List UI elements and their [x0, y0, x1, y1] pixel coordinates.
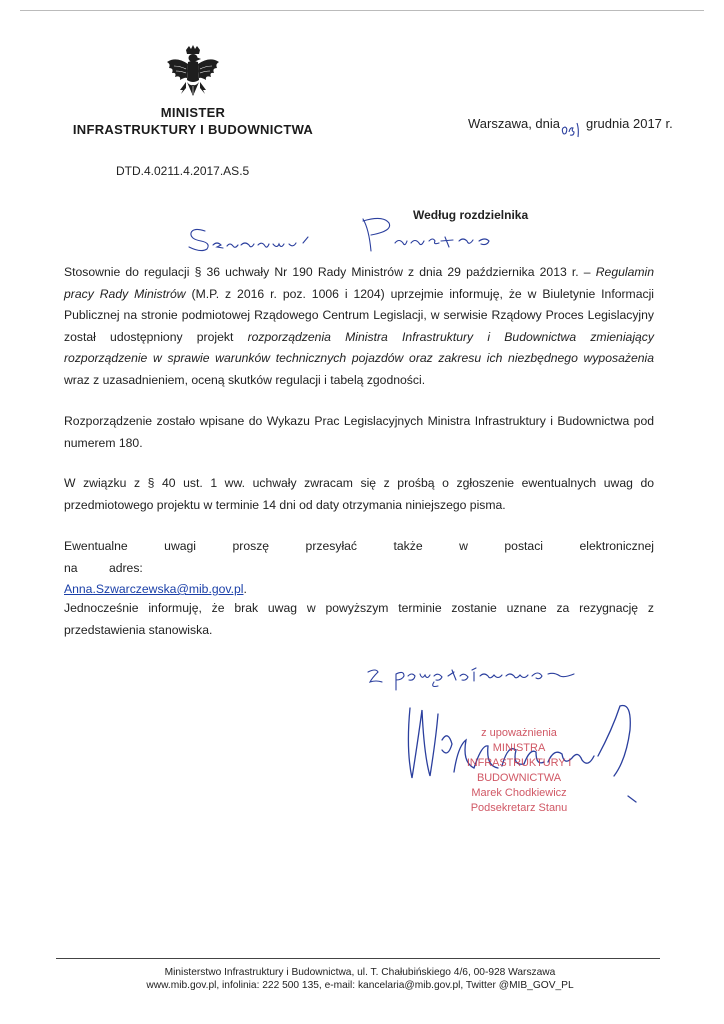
paragraph-1-regulation-title: Regulamin pracy Rady Ministrów: [64, 265, 654, 301]
paragraph-1-part-e: wraz z uzasadnieniem, oceną skutków regulacji i tabelą zgodności.: [64, 372, 426, 387]
email-link[interactable]: Anna.Szwarczewska@mib.gov.pl: [64, 582, 244, 596]
ministry-heading: [48, 104, 338, 138]
top-rule: [20, 10, 704, 11]
paragraph-1: [64, 262, 654, 391]
paragraph-1-draft-title: rozporządzenia Ministra Infrastruktury i Budownictwa zmieniający rozporządzenie w sprawie warunków technicznych pojazdów oraz zakresu ich niezbędnego wyposażenia: [64, 329, 654, 365]
place-date-suffix: grudnia 2017 r.: [586, 116, 673, 131]
stamp-line-ministry: INFRASTRUKTURY I BUDOWNICTWA: [466, 757, 572, 784]
paragraph-1-part-c: (M.P. z 2016 r. poz. 1006 i 1204) uprzejmie informuję, że w Biuletynie Informacji Publicznej na stronie podmiotowej Rządowego Centrum Legislacji, w serwisie Rządowy Proces Legislacyjny został udostępniony projekt: [64, 286, 654, 344]
paragraph-1-part-a: Stosownie do regulacji § 36 uchwały Nr 190 Rady Ministrów z dnia 29 października 2013 r. –: [64, 265, 596, 279]
handwritten-closing: [364, 658, 594, 694]
paragraph-4: [64, 536, 654, 601]
official-stamp: [424, 726, 614, 816]
stamp-line-position: Podsekretarz Stanu: [470, 802, 568, 814]
reference-number: DTD.4.0211.4.2017.AS.5: [116, 164, 250, 178]
footer: [60, 966, 660, 992]
polish-eagle-emblem-icon: [162, 44, 224, 106]
place-date: [468, 116, 673, 131]
ministry-title-line2: INFRASTRUKTURY I BUDOWNICTWA: [72, 122, 314, 137]
footer-address: Ministerstwo Infrastruktury i Budownictwa, ul. T. Chałubińskiego 4/6, 00-928 Warszawa: [164, 967, 556, 978]
footer-rule: [56, 958, 660, 959]
stamp-line-minister: MINISTRA: [492, 742, 546, 754]
stamp-line-authorization: z upoważnienia: [481, 727, 557, 739]
paragraph-4-text: Ewentualne uwagi proszę przesyłać także w postaci elektronicznej na adres:: [64, 539, 654, 575]
stamp-line-name: Marek Chodkiewicz: [471, 787, 567, 799]
paragraph-4-end: .: [243, 582, 247, 596]
place-date-prefix: Warszawa, dnia: [468, 116, 560, 131]
paragraph-3: W związku z § 40 ust. 1 ww. uchwały zwracam się z prośbą o zgłoszenie ewentualnych uwag do przedmiotowego projektu w terminie 14 dni od daty otrzymania niniejszego pisma.: [64, 476, 654, 512]
distribution-line: Według rozdzielnika: [413, 208, 529, 222]
footer-contacts: www.mib.gov.pl, infolinia: 222 500 135, e-mail: kancelaria@mib.gov.pl, Twitter @MIB_GOV_PL: [146, 980, 574, 991]
handwritten-salutation: [183, 213, 523, 259]
ministry-title-line1: MINISTER: [160, 105, 226, 120]
paragraph-5: Jednocześnie informuję, że brak uwag w powyższym terminie zostanie uznane za rezygnację z przedstawienia stanowiska.: [64, 601, 654, 637]
paragraph-2: Rozporządzenie zostało wpisane do Wykazu Prac Legislacyjnych Ministra Infrastruktury i Budownictwa pod numerem 180.: [64, 414, 654, 450]
